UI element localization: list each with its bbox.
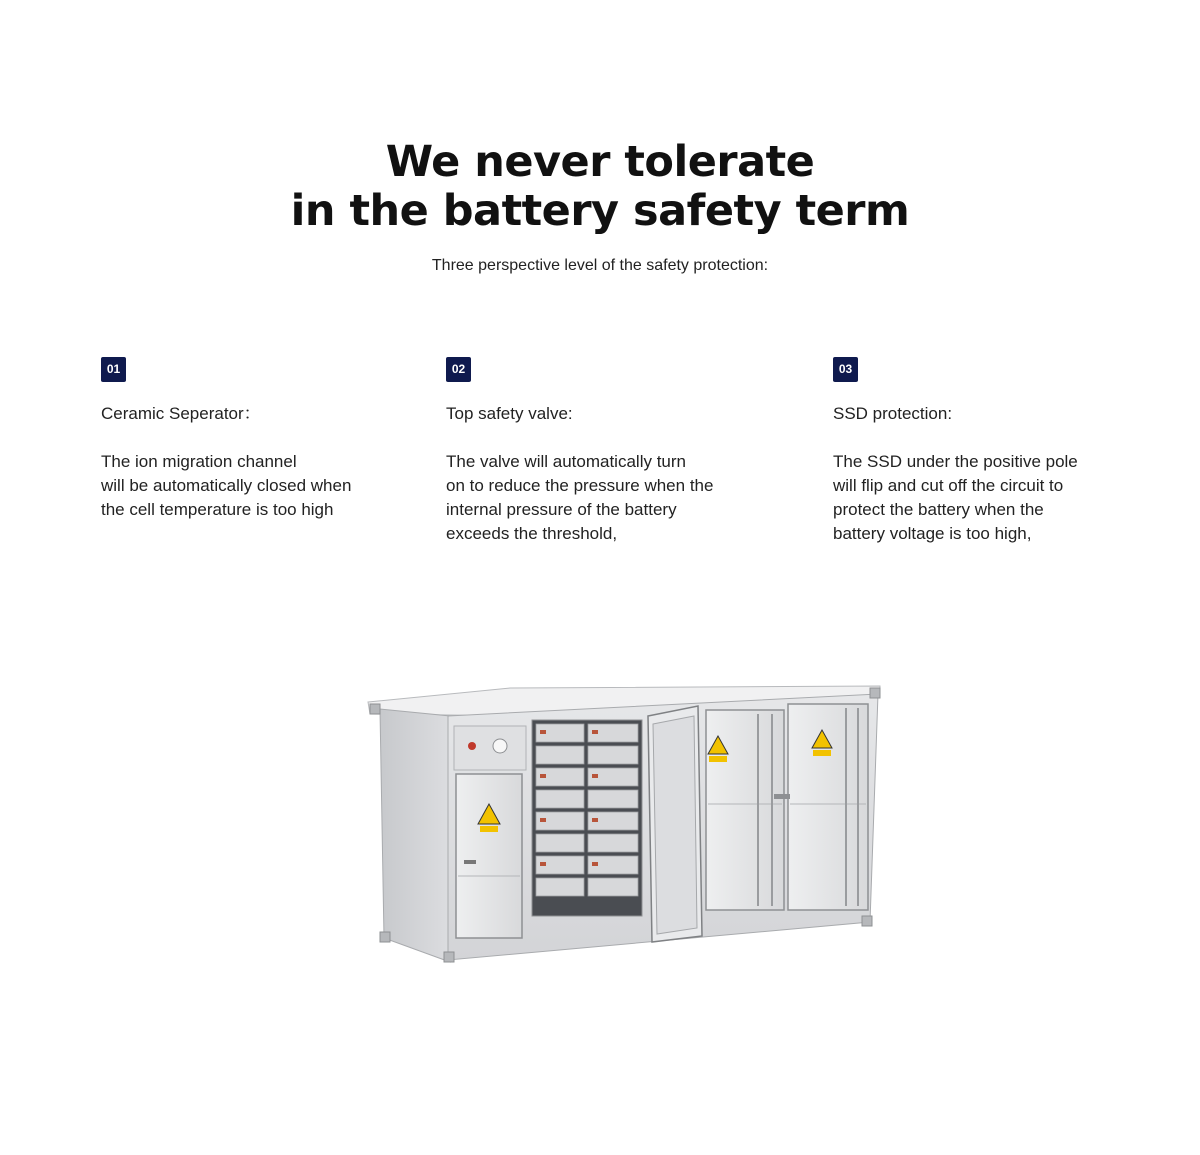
feature-description-line: The valve will automatically turn [446, 452, 686, 471]
feature-title: Top safety valve: [446, 404, 573, 423]
feature-description-line: will be automatically closed when [101, 476, 352, 495]
container-left-door [456, 774, 522, 938]
page-title-line-2: in the battery safety term [290, 186, 910, 236]
container-left-wall [370, 708, 450, 962]
battery-storage-container-illustration [360, 680, 890, 970]
feature-card-ceramic-separator [101, 357, 401, 522]
feature-description [101, 450, 401, 522]
feature-description-line: The ion migration channel [101, 452, 297, 471]
page-title [0, 138, 1200, 236]
container-right-door-2 [788, 704, 868, 910]
feature-description-line: the cell temperature is too high [101, 500, 334, 519]
feature-description [833, 450, 1133, 546]
indicator-light-icon [468, 742, 476, 750]
gauge-icon [493, 739, 507, 753]
feature-description-line: battery voltage is too high, [833, 524, 1032, 543]
feature-card-ssd-protection [833, 357, 1133, 546]
feature-number-badge: 02 [446, 357, 471, 382]
feature-description-line: protect the battery when the [833, 500, 1044, 519]
page-title-line-1: We never tolerate [385, 137, 815, 187]
feature-title: Ceramic Seperator： [101, 404, 261, 423]
feature-description-line: internal pressure of the battery [446, 500, 677, 519]
feature-description-line: exceeds the threshold, [446, 524, 618, 543]
feature-card-top-safety-valve [446, 357, 746, 546]
feature-description [446, 450, 746, 546]
page-subtitle: Three perspective level of the safety protection: [431, 257, 769, 274]
feature-number-badge: 01 [101, 357, 126, 382]
feature-description-line: will flip and cut off the circuit to [833, 476, 1064, 495]
feature-number-badge: 03 [833, 357, 858, 382]
feature-title: SSD protection: [833, 404, 953, 423]
feature-description-line: on to reduce the pressure when the [446, 476, 714, 495]
feature-description-line: The SSD under the positive pole [833, 452, 1078, 471]
